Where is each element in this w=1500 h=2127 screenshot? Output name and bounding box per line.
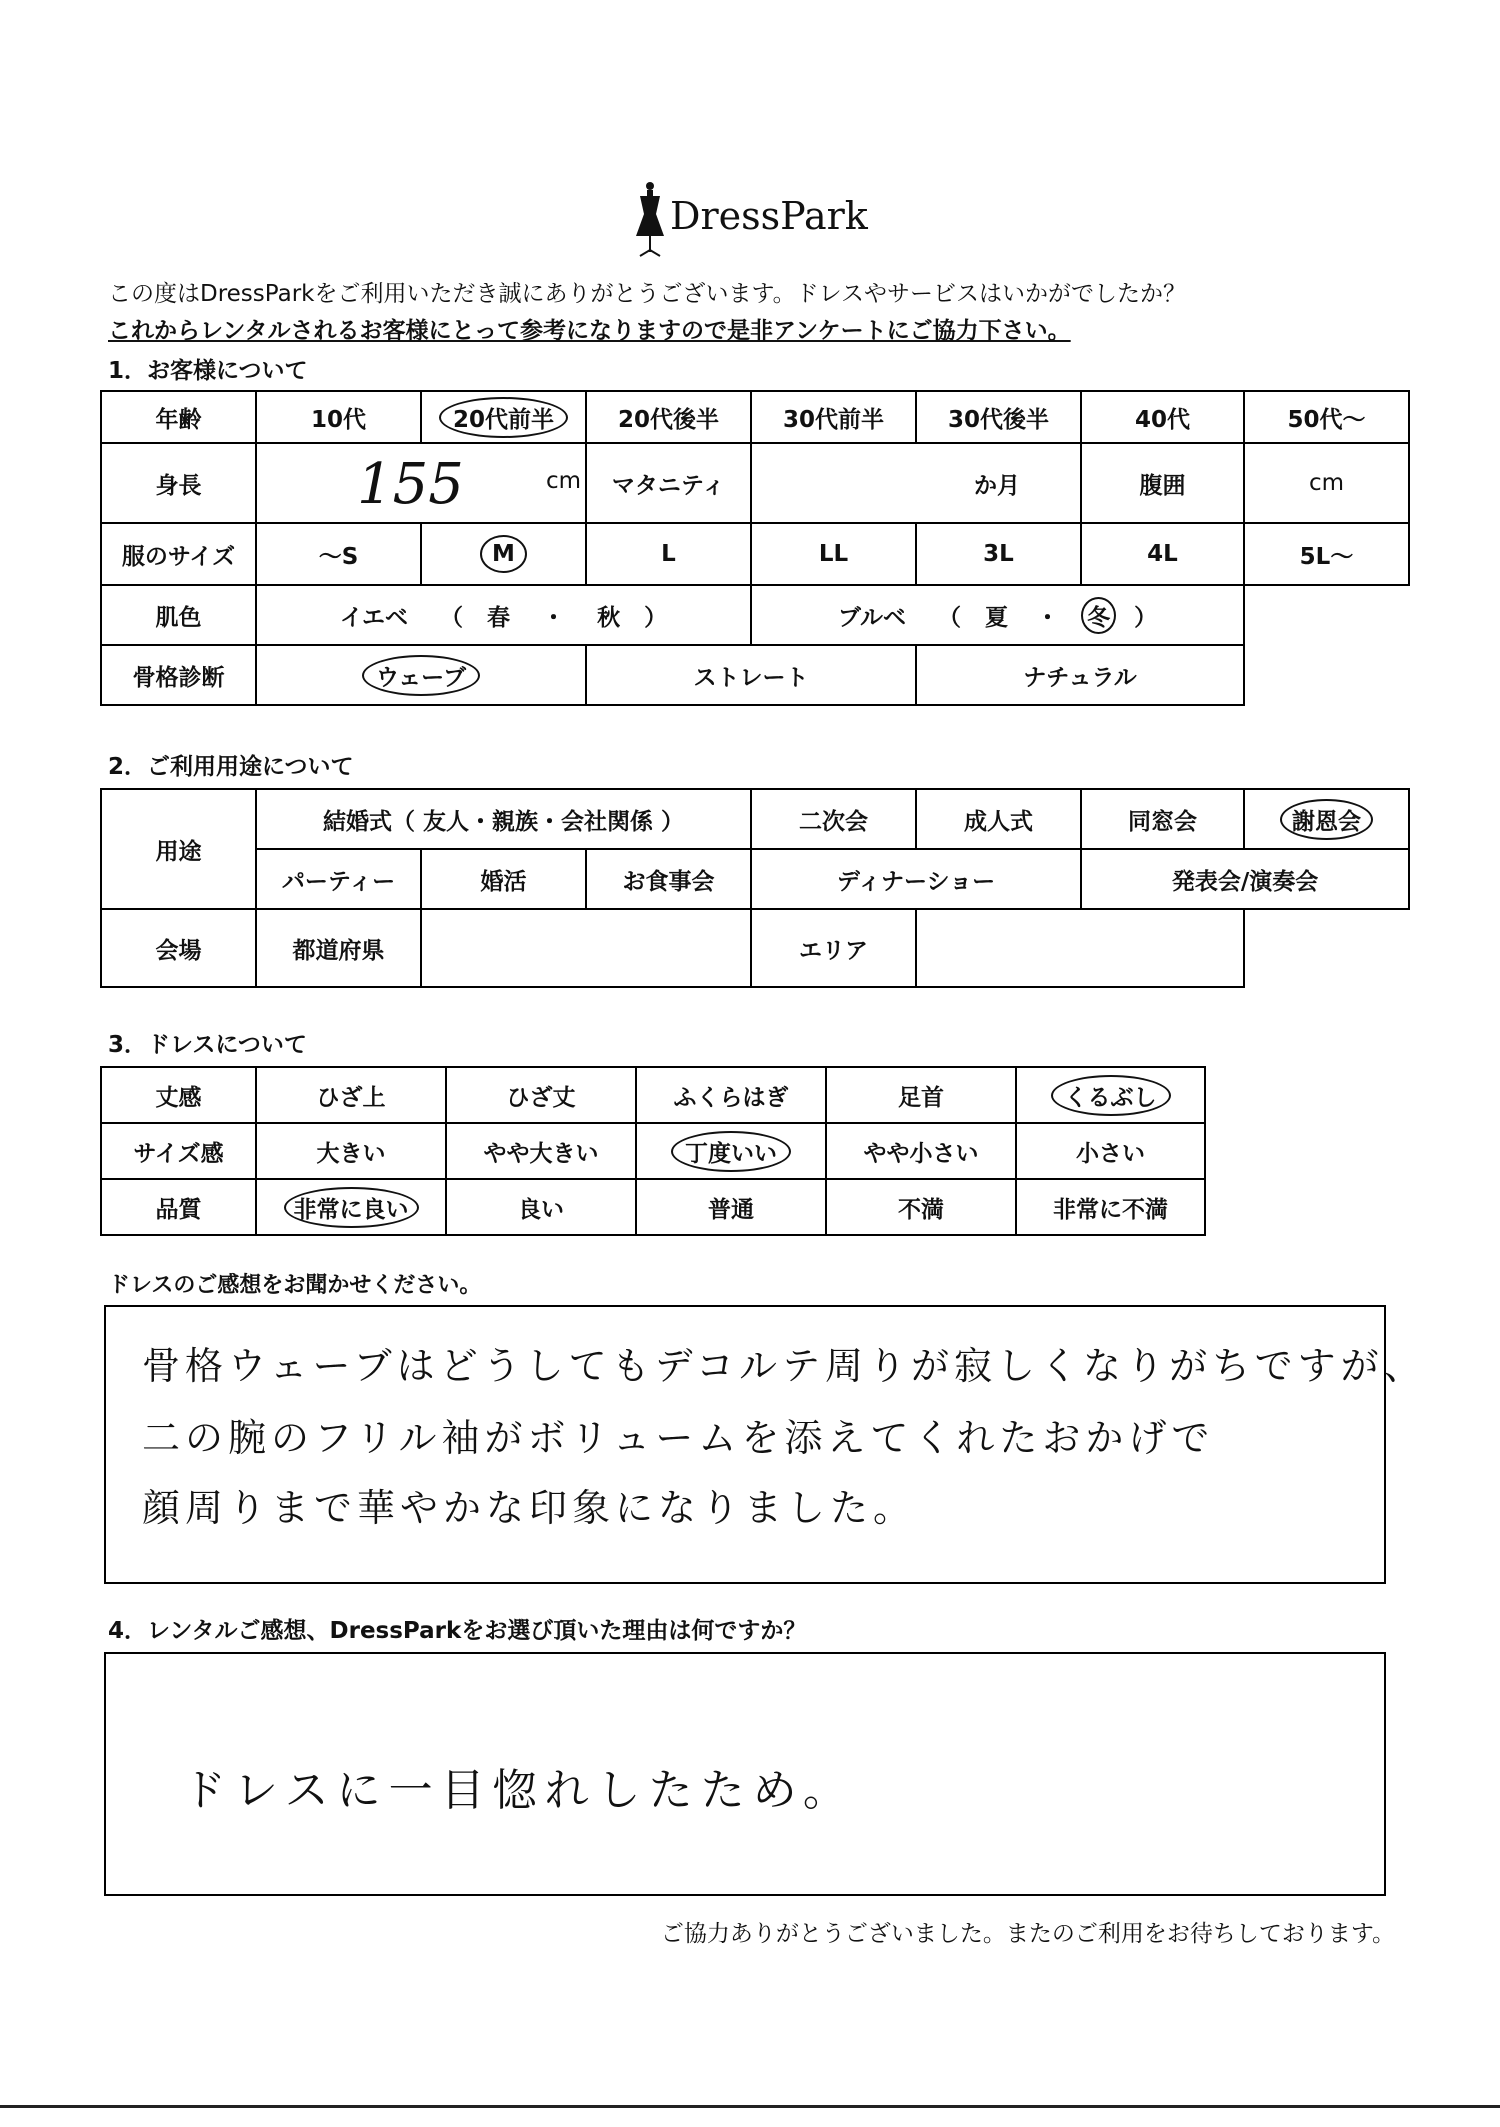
frame-option-selected[interactable] — [256, 645, 586, 705]
waist-label: 腹囲 — [1081, 443, 1244, 523]
quality-row — [101, 1179, 1205, 1235]
fit-label: サイズ感 — [101, 1123, 256, 1179]
size-option[interactable]: ～S — [256, 523, 421, 585]
section4-title: 4．レンタルご感想、DressParkをお選び頂いた理由は何ですか？ — [108, 1618, 807, 1644]
quality-option-selected[interactable] — [256, 1179, 446, 1235]
empty-cell — [1244, 585, 1409, 645]
frame-option[interactable]: ストレート — [586, 645, 916, 705]
quality-option[interactable]: 良い — [446, 1179, 636, 1235]
dress-table — [100, 1066, 1206, 1236]
age-option[interactable]: 20代後半 — [586, 391, 751, 443]
skin-autumn[interactable]: 秋 — [597, 604, 621, 631]
usage-option[interactable]: 発表会/演奏会 — [1081, 849, 1409, 909]
length-row — [101, 1067, 1205, 1123]
usage-option[interactable]: ディナーショー — [751, 849, 1081, 909]
age-label: 年齢 — [101, 391, 256, 443]
age-option[interactable]: 30代後半 — [916, 391, 1081, 443]
usage-option[interactable]: 二次会 — [751, 789, 916, 849]
prefecture-label: 都道府県 — [256, 909, 421, 987]
usage-option[interactable]: 婚活 — [421, 849, 586, 909]
selection-circle: 20代前半 — [439, 397, 568, 438]
skin-blue-option[interactable] — [751, 585, 1244, 645]
section1-title: 1．お客様について — [108, 358, 308, 384]
area-label: エリア — [751, 909, 916, 987]
height-row — [101, 443, 1409, 523]
skin-yellow-option[interactable] — [256, 585, 751, 645]
skin-spring[interactable]: 春 — [487, 604, 511, 631]
quality-option[interactable]: 不満 — [826, 1179, 1016, 1235]
wedding-option[interactable]: 結婚式（ 友人・親族・会社関係 ） — [256, 789, 751, 849]
quality-option[interactable]: 普通 — [636, 1179, 826, 1235]
empty-cell — [1244, 645, 1409, 705]
length-option[interactable]: ひざ丈 — [446, 1067, 636, 1123]
thank-you-footer: ご協力ありがとうございました。またのご利用をお待ちしております。 — [660, 1921, 1395, 1947]
length-label: 丈感 — [101, 1067, 256, 1123]
fit-option[interactable]: やや小さい — [826, 1123, 1016, 1179]
comment-prompt: ドレスのご感想をお聞かせください。 — [108, 1273, 482, 1298]
section2-title: 2．ご利用用途について — [108, 754, 354, 780]
selection-circle: くるぶし — [1051, 1075, 1171, 1116]
usage-option[interactable]: 同窓会 — [1081, 789, 1244, 849]
quality-option[interactable]: 非常に不満 — [1016, 1179, 1205, 1235]
usage-option[interactable]: パーティー — [256, 849, 421, 909]
age-option[interactable]: 30代前半 — [751, 391, 916, 443]
skin-row — [101, 585, 1409, 645]
length-option[interactable]: ふくらはぎ — [636, 1067, 826, 1123]
dresspark-logo — [630, 180, 870, 260]
comment-line: 顔周りまで華やかな印象になりました。 — [142, 1486, 917, 1530]
age-option[interactable]: 40代 — [1081, 391, 1244, 443]
fit-row — [101, 1123, 1205, 1179]
area-field[interactable] — [916, 909, 1244, 987]
usage-option-selected[interactable] — [1244, 789, 1409, 849]
skin-winter-selected[interactable]: 冬 — [1081, 597, 1116, 634]
fit-option[interactable]: 小さい — [1016, 1123, 1205, 1179]
venue-label: 会場 — [101, 909, 256, 987]
selection-circle: 非常に良い — [284, 1187, 419, 1228]
section3-title: 3．ドレスについて — [108, 1032, 307, 1058]
size-label: 服のサイズ — [101, 523, 256, 585]
size-option[interactable]: L — [586, 523, 751, 585]
skin-summer[interactable]: 夏 — [985, 604, 1009, 631]
usage-table — [100, 788, 1410, 988]
selection-circle: M — [480, 535, 527, 573]
fit-option[interactable]: やや大きい — [446, 1123, 636, 1179]
height-label: 身長 — [101, 443, 256, 523]
purpose-label: 用途 — [101, 789, 256, 909]
length-option[interactable]: ひざ上 — [256, 1067, 446, 1123]
comment-line: 二の腕のフリル袖がボリュームを添えてくれたおかげで — [142, 1416, 1215, 1460]
quality-label: 品質 — [101, 1179, 256, 1235]
customer-table — [100, 390, 1410, 706]
frame-option[interactable]: ナチュラル — [916, 645, 1244, 705]
maternity-field[interactable] — [751, 443, 1081, 523]
skin-dot: ・ — [1036, 604, 1060, 631]
height-field[interactable] — [256, 443, 586, 523]
age-option[interactable]: 50代～ — [1244, 391, 1409, 443]
reason-box[interactable] — [104, 1652, 1386, 1896]
frame-label: 骨格診断 — [101, 645, 256, 705]
maternity-label: マタニティ — [586, 443, 751, 523]
usage-option[interactable]: 成人式 — [916, 789, 1081, 849]
age-row — [101, 391, 1409, 443]
empty-cell — [1244, 909, 1409, 987]
size-option[interactable]: 5L～ — [1244, 523, 1409, 585]
skin-label: 肌色 — [101, 585, 256, 645]
paren-open: （ — [440, 604, 464, 631]
length-option-selected[interactable] — [1016, 1067, 1205, 1123]
prefecture-field[interactable] — [421, 909, 751, 987]
waist-field[interactable] — [1244, 443, 1409, 523]
skin-yellow-label: イエベ — [339, 604, 408, 631]
length-option[interactable]: 足首 — [826, 1067, 1016, 1123]
size-option[interactable]: LL — [751, 523, 916, 585]
selection-circle: 丁度いい — [671, 1131, 791, 1172]
selection-circle: ウェーブ — [362, 655, 480, 696]
paren-close: ） — [1134, 604, 1158, 631]
selection-circle: 謝恩会 — [1280, 799, 1373, 840]
venue-row — [101, 909, 1409, 987]
dress-form-icon — [630, 180, 670, 260]
waist-unit: cm — [1308, 470, 1345, 496]
height-unit: cm — [545, 468, 581, 494]
scan-edge-line — [0, 2105, 1500, 2108]
reason-answer: ドレスに一目惚れしたため。 — [182, 1765, 855, 1816]
frame-row — [101, 645, 1409, 705]
comment-line: 骨格ウェーブはどうしてもデコルテ周りが寂しくなりがちですが、 — [142, 1344, 1427, 1388]
comment-box[interactable] — [104, 1305, 1427, 1584]
usage-option[interactable]: お食事会 — [586, 849, 751, 909]
size-option[interactable]: 4L — [1081, 523, 1244, 585]
logo-text: DressPark — [670, 194, 868, 238]
intro-text: この度はDressParkをご利用いただき誠にありがとうございます。ドレスやサービスはいかがでしたか？ — [108, 281, 1186, 307]
fit-option[interactable]: 大きい — [256, 1123, 446, 1179]
size-option[interactable]: 3L — [916, 523, 1081, 585]
month-unit: か月 — [974, 472, 1020, 499]
usage-row1 — [101, 789, 1409, 849]
skin-blue-label: ブルベ — [837, 604, 906, 631]
size-row — [101, 523, 1409, 585]
fit-option-selected[interactable] — [636, 1123, 826, 1179]
skin-dot: ・ — [542, 604, 566, 631]
height-value: 155 — [357, 452, 464, 517]
usage-row2 — [101, 849, 1409, 909]
age-option[interactable]: 10代 — [256, 391, 421, 443]
age-option-selected[interactable] — [421, 391, 586, 443]
size-option-selected[interactable] — [421, 523, 586, 585]
intro-request: これからレンタルされるお客様にとって参考になりますので是非アンケートにご協力下さい。 — [108, 318, 1071, 344]
paren-open: （ — [938, 604, 962, 631]
paren-close: ） — [644, 604, 668, 631]
